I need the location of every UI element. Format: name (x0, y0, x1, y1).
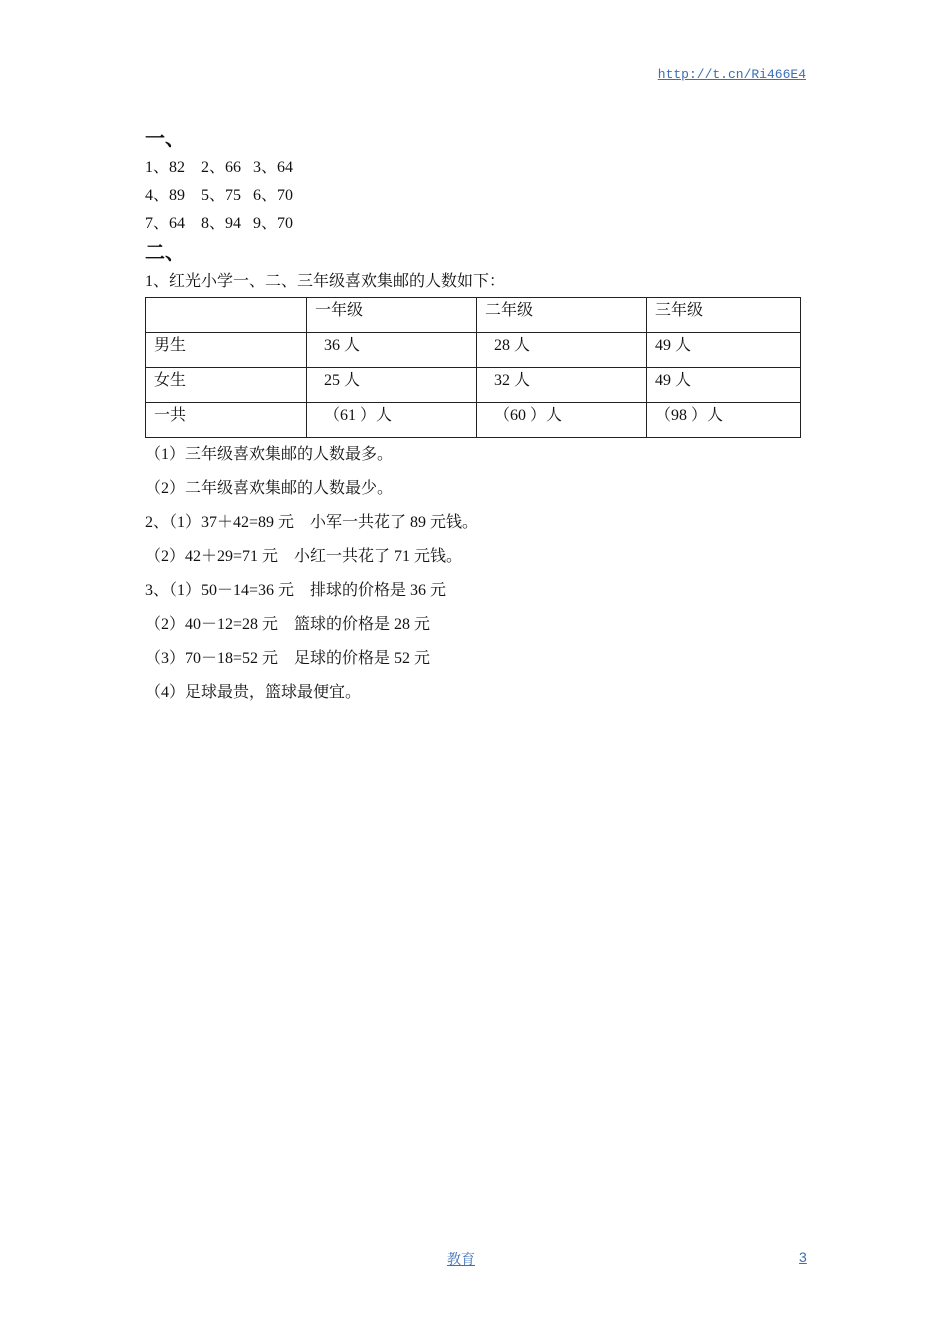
section-2-title: 二、 (145, 242, 185, 264)
header-link[interactable]: http://t.cn/Ri466E4 (657, 67, 806, 82)
table-cell: 36 人 (307, 333, 477, 368)
table-cell: 28 人 (477, 333, 647, 368)
answer-content (145, 124, 805, 710)
table-cell: 32 人 (477, 368, 647, 403)
question-1-intro: 1、红光小学一、二、三年级喜欢集邮的人数如下： (145, 273, 506, 290)
table-cell: （61 ）人 (307, 403, 477, 438)
table-cell: （60 ）人 (477, 403, 647, 438)
section-1-line: 7、64 8、94 9、70 (145, 215, 294, 232)
table-cell: 25 人 (307, 368, 477, 403)
table-cell: （98 ）人 (647, 403, 801, 438)
answer-line: （1）三年级喜欢集邮的人数最多。 (145, 446, 394, 463)
stamp-collectors-table (145, 297, 801, 438)
section-1-title: 一、 (145, 128, 185, 150)
answer-line: 2、（1）37＋42=89 元 小军一共花了 89 元钱。 (145, 514, 479, 531)
table-row (146, 333, 801, 368)
table-row (146, 403, 801, 438)
answer-line: （2）40－12=28 元 篮球的价格是 28 元 (145, 616, 431, 633)
table-row-label: 男生 (146, 333, 307, 368)
table-header-cell: 二年级 (477, 298, 647, 333)
answer-line: （3）70－18=52 元 足球的价格是 52 元 (145, 650, 431, 667)
section-1-line: 1、82 2、66 3、64 (145, 159, 294, 176)
answer-line: （2）42＋29=71 元 小红一共花了 71 元钱。 (145, 548, 463, 565)
footer-link[interactable]: 教育 (447, 1253, 475, 1268)
table-cell: 49 人 (647, 333, 801, 368)
answer-line: （2）二年级喜欢集邮的人数最少。 (145, 480, 394, 497)
table-cell: 49 人 (647, 368, 801, 403)
page-number[interactable]: 3 (799, 1249, 807, 1265)
table-row-label: 女生 (146, 368, 307, 403)
table-header-cell: 一年级 (307, 298, 477, 333)
table-header-cell: 三年级 (647, 298, 801, 333)
table-row-label: 一共 (146, 403, 307, 438)
answer-line: （4）足球最贵，篮球最便宜。 (145, 684, 362, 701)
answer-line: 3、（1）50－14=36 元 排球的价格是 36 元 (145, 582, 447, 599)
table-header-row (146, 298, 801, 333)
table-row (146, 368, 801, 403)
section-1-line: 4、89 5、75 6、70 (145, 187, 294, 204)
table-cell (146, 298, 307, 333)
